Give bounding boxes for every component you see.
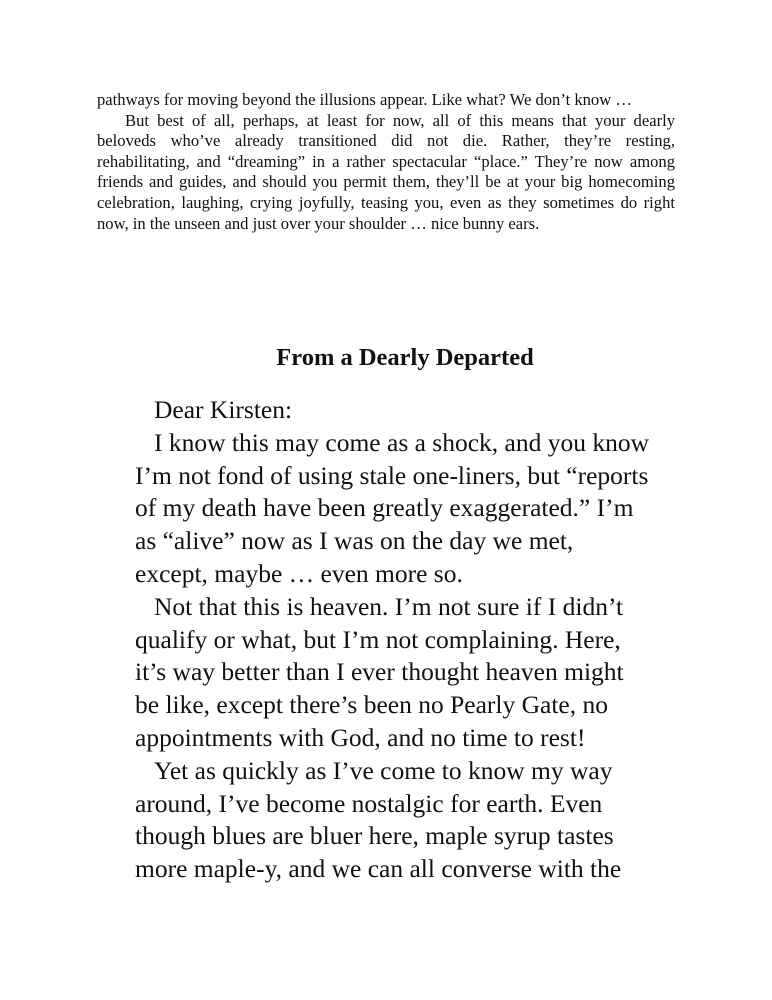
- letter-salutation: Dear Kirsten:: [154, 395, 293, 424]
- letter-paragraph: [135, 755, 695, 886]
- letter-line: Not that this is heaven. I’m not sure if I didn’t: [154, 591, 624, 621]
- intro-paragraph: pathways for moving beyond the illusions appear. Like what? We don’t know …: [97, 90, 632, 109]
- section-heading: From a Dearly Departed: [276, 344, 534, 371]
- letter-paragraph: [135, 427, 695, 591]
- letter-line: qualify or what, but I’m not complaining. Here,: [135, 624, 621, 654]
- intro-paragraph: But best of all, perhaps, at least for now, all of this means that your dearly beloveds who’ve already transitioned did not die. Rather, they’re resting, rehabilitating, and “dreaming” in a rather spectacular “place.” They’re now among friends and guides, and should you permit them, they’ll be at your big homecoming celebration, laughing, crying joyfully, teasing you, even as they sometimes do right now, in the unseen and just over your shoulder … nice bunny ears.: [97, 110, 675, 233]
- letter-line: be like, except there’s been no Pearly Gate, no: [135, 690, 608, 720]
- letter-line: it’s way better than I ever thought heaven might: [135, 657, 624, 687]
- letter-line: Yet as quickly as I’ve come to know my way: [154, 755, 613, 785]
- letter-line: appointments with God, and no time to rest!: [135, 722, 586, 752]
- letter-line: I’m not fond of using stale one-liners, but “reports: [135, 460, 649, 490]
- letter-line: around, I’ve become nostalgic for earth. Even: [135, 788, 603, 818]
- letter-paragraph: [135, 591, 695, 755]
- intro-text: [97, 90, 675, 234]
- letter-body: [135, 394, 695, 886]
- letter-line: more maple-y, and we can all converse with the: [135, 854, 622, 884]
- letter-line: I know this may come as a shock, and you know: [154, 427, 650, 457]
- letter-line: except, maybe … even more so.: [135, 558, 463, 588]
- letter-line: as “alive” now as I was on the day we met,: [135, 526, 574, 556]
- letter-line: though blues are bluer here, maple syrup tastes: [135, 821, 614, 851]
- letter-line: of my death have been greatly exaggerated.” I’m: [135, 493, 634, 523]
